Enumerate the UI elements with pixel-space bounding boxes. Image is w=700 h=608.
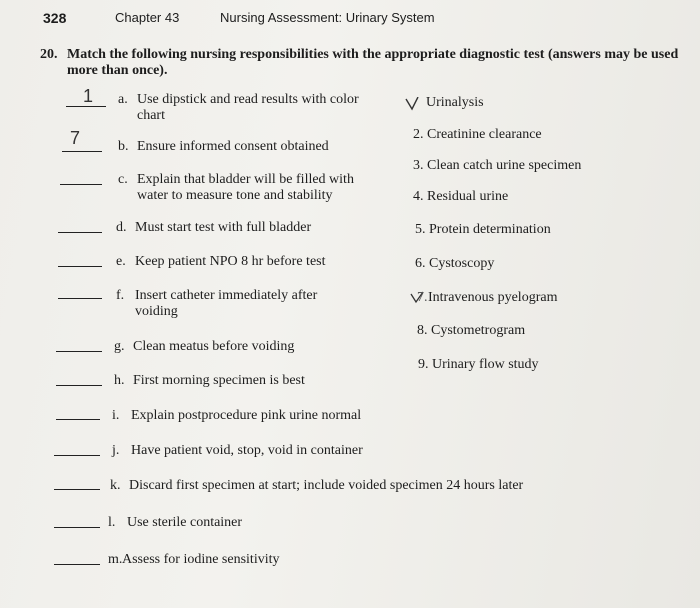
option-text: Protein determination — [429, 222, 551, 237]
item-letter: m. — [108, 552, 123, 567]
item-text: Have patient void, stop, void in container — [131, 443, 363, 458]
option-number: 3. — [413, 158, 424, 173]
question-number: 20. — [40, 47, 58, 62]
answer-blank-h[interactable] — [56, 385, 102, 386]
option-5 — [415, 222, 695, 238]
item-letter: a. — [118, 92, 128, 107]
option-3 — [413, 158, 693, 174]
item-text: Explain that bladder will be filled with water to measure tone and stability — [137, 172, 354, 203]
option-text: Cystometrogram — [431, 323, 526, 338]
item-text: Clean meatus before voiding — [133, 339, 295, 354]
item-letter: j. — [112, 443, 120, 458]
option-2 — [413, 127, 693, 143]
item-letter: e. — [116, 254, 126, 269]
item-text: Insert catheter immediately after voiding — [135, 288, 318, 319]
option-number: 9. — [418, 357, 429, 372]
answer-blank-m[interactable] — [54, 564, 100, 565]
option-6 — [415, 256, 695, 272]
answer-blank-c[interactable] — [60, 184, 102, 185]
option-number: 8. — [417, 323, 428, 338]
check-mark-icon — [405, 97, 419, 111]
item-letter: l. — [108, 515, 116, 530]
item-letter: k. — [110, 478, 121, 493]
item-letter: g. — [114, 339, 125, 354]
answer-blank-k[interactable] — [54, 489, 100, 490]
option-text: Urinalysis — [426, 95, 484, 110]
item-letter: d. — [116, 220, 127, 235]
item-letter: b. — [118, 139, 129, 154]
item-text: Assess for iodine sensitivity — [122, 552, 280, 567]
option-1 — [410, 95, 690, 111]
item-text: Use dipstick and read results with color chart — [137, 92, 359, 123]
question-prompt: Match the following nursing responsibilities with the appropriate diagnostic test (answers may be used more than once). — [67, 47, 679, 78]
option-number: 6. — [415, 256, 426, 271]
item-text: Explain postprocedure pink urine normal — [131, 408, 362, 423]
answer-mark-a: 1 — [83, 86, 94, 106]
item-text: First morning specimen is best — [133, 373, 305, 388]
answer-blank-e[interactable] — [58, 266, 102, 267]
answer-blank-g[interactable] — [56, 351, 102, 352]
item-text: Discard first specimen at start; include voided specimen 24 hours later — [129, 478, 524, 493]
chapter-label: Chapter 43 — [115, 10, 180, 25]
option-text: Intravenous pyelogram — [428, 290, 558, 305]
item-text: Ensure informed consent obtained — [137, 139, 329, 154]
item-letter: f. — [116, 288, 125, 303]
option-text: Creatinine clearance — [427, 127, 542, 142]
option-9 — [418, 357, 698, 373]
option-text: Residual urine — [427, 189, 509, 204]
answer-blank-j[interactable] — [54, 455, 100, 456]
answer-blank-b[interactable] — [62, 151, 102, 152]
option-text: Cystoscopy — [429, 256, 495, 271]
item-text: Use sterile container — [127, 515, 243, 530]
answer-mark-b: 7 — [70, 128, 81, 148]
item-letter: i. — [112, 408, 120, 423]
option-number: 2. — [413, 127, 424, 142]
option-number: 4. — [413, 189, 424, 204]
option-7 — [414, 290, 694, 306]
option-number: 7. — [417, 290, 428, 305]
item-letter: h. — [114, 373, 125, 388]
page-number: 328 — [43, 10, 67, 26]
option-8 — [417, 323, 697, 339]
option-text: Urinary flow study — [432, 357, 539, 372]
option-text: Clean catch urine specimen — [427, 158, 582, 173]
answer-blank-f[interactable] — [58, 298, 102, 299]
option-number: 5. — [415, 222, 426, 237]
chapter-title: Nursing Assessment: Urinary System — [220, 10, 435, 25]
option-4 — [413, 189, 693, 205]
answer-blank-i[interactable] — [56, 419, 100, 420]
answer-blank-d[interactable] — [58, 232, 102, 233]
item-letter: c. — [118, 172, 128, 187]
item-text: Keep patient NPO 8 hr before test — [135, 254, 326, 269]
item-text: Must start test with full bladder — [135, 220, 312, 235]
answer-blank-l[interactable] — [54, 527, 100, 528]
